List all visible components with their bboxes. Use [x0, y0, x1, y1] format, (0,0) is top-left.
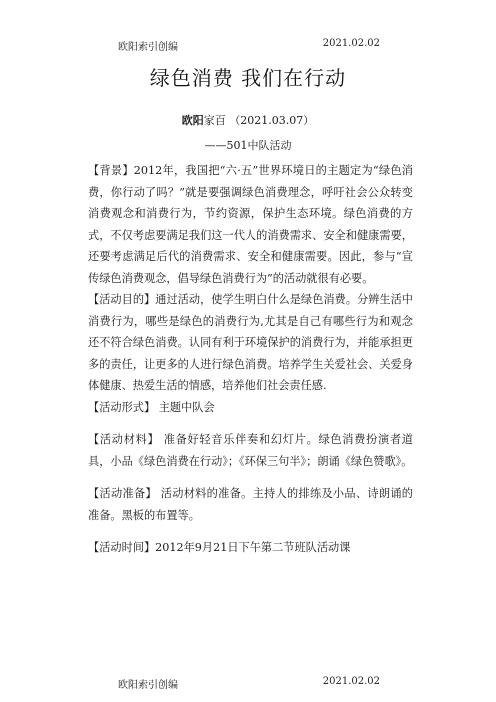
document-body	[88, 160, 413, 559]
section-text: 2012年9月21日下午第二节班队活动课	[155, 541, 351, 554]
section-text: 活动材料的准备。主持人的排练及小品、诗朗诵的准备。黑板的布置等。	[88, 487, 413, 522]
page-header	[118, 38, 380, 53]
section-purpose	[88, 289, 413, 397]
header-left-text: 欧阳索引创编	[118, 42, 178, 53]
document-title: 绿色消费 我们在行动	[149, 66, 347, 90]
section-label: 【活动准备】	[88, 487, 157, 500]
footer-date: 2021.02.02	[322, 676, 380, 687]
author-surname: 欧阳	[181, 114, 204, 127]
section-text: 准备好轻音乐伴奏和幻灯片。绿色消费扮演者道具，小品《绿色消费在行动》；《环保三句半》；朗诵《绿色赞歌》。	[88, 433, 413, 468]
author-date: （2021.03.07）	[229, 114, 315, 127]
section-time	[88, 537, 413, 559]
footer-left-text: 欧阳索引创编	[118, 680, 178, 691]
header-date: 2021.02.02	[322, 38, 380, 49]
section-label: 【活动时间】	[88, 541, 156, 554]
section-preparation	[88, 483, 413, 526]
section-label: 【活动目的】	[88, 293, 156, 306]
section-format	[88, 397, 413, 419]
author-line	[0, 112, 496, 128]
section-text: 主题中队会	[155, 400, 215, 414]
section-label: 【活动材料】	[88, 433, 160, 446]
document-subtitle: ——501中队活动	[204, 139, 292, 152]
page-footer	[118, 676, 380, 691]
section-label: 【背景】	[88, 164, 134, 177]
section-background	[88, 160, 413, 289]
section-label: 【活动形式】	[88, 400, 156, 414]
section-materials	[88, 429, 413, 472]
author-given-name: 家百	[203, 114, 226, 127]
section-text: 2012年，我国把“六·五”世界环境日的主题定为“绿色消费，你行动了吗？”就是要强调绿色消费理念，呼吁社会公众转变消费观念和消费行为，节约资源，保护生态环境。绿色消费的方式，不仅考虑要满足我们这一代人的消费需求、安全和健康需要，还要考虑满足后代的消费需求、安全和健康需要。因此，参与“宣传绿色消费观念，倡导绿色消费行为”的活动就很有必要。	[88, 164, 413, 285]
section-text: 通过活动，使学生明白什么是绿色消费。分辨生活中消费行为，哪些是绿色的消费行为,尤其是自己有哪些行为和观念还不符合绿色消费。认同有利于环境保护的消费行为，并能承担更多的责任，让更多的人进行绿色消费。培养学生关爱社会、关爱身体健康、热爱生活的情感，培养他们社会责任感.	[88, 293, 413, 392]
